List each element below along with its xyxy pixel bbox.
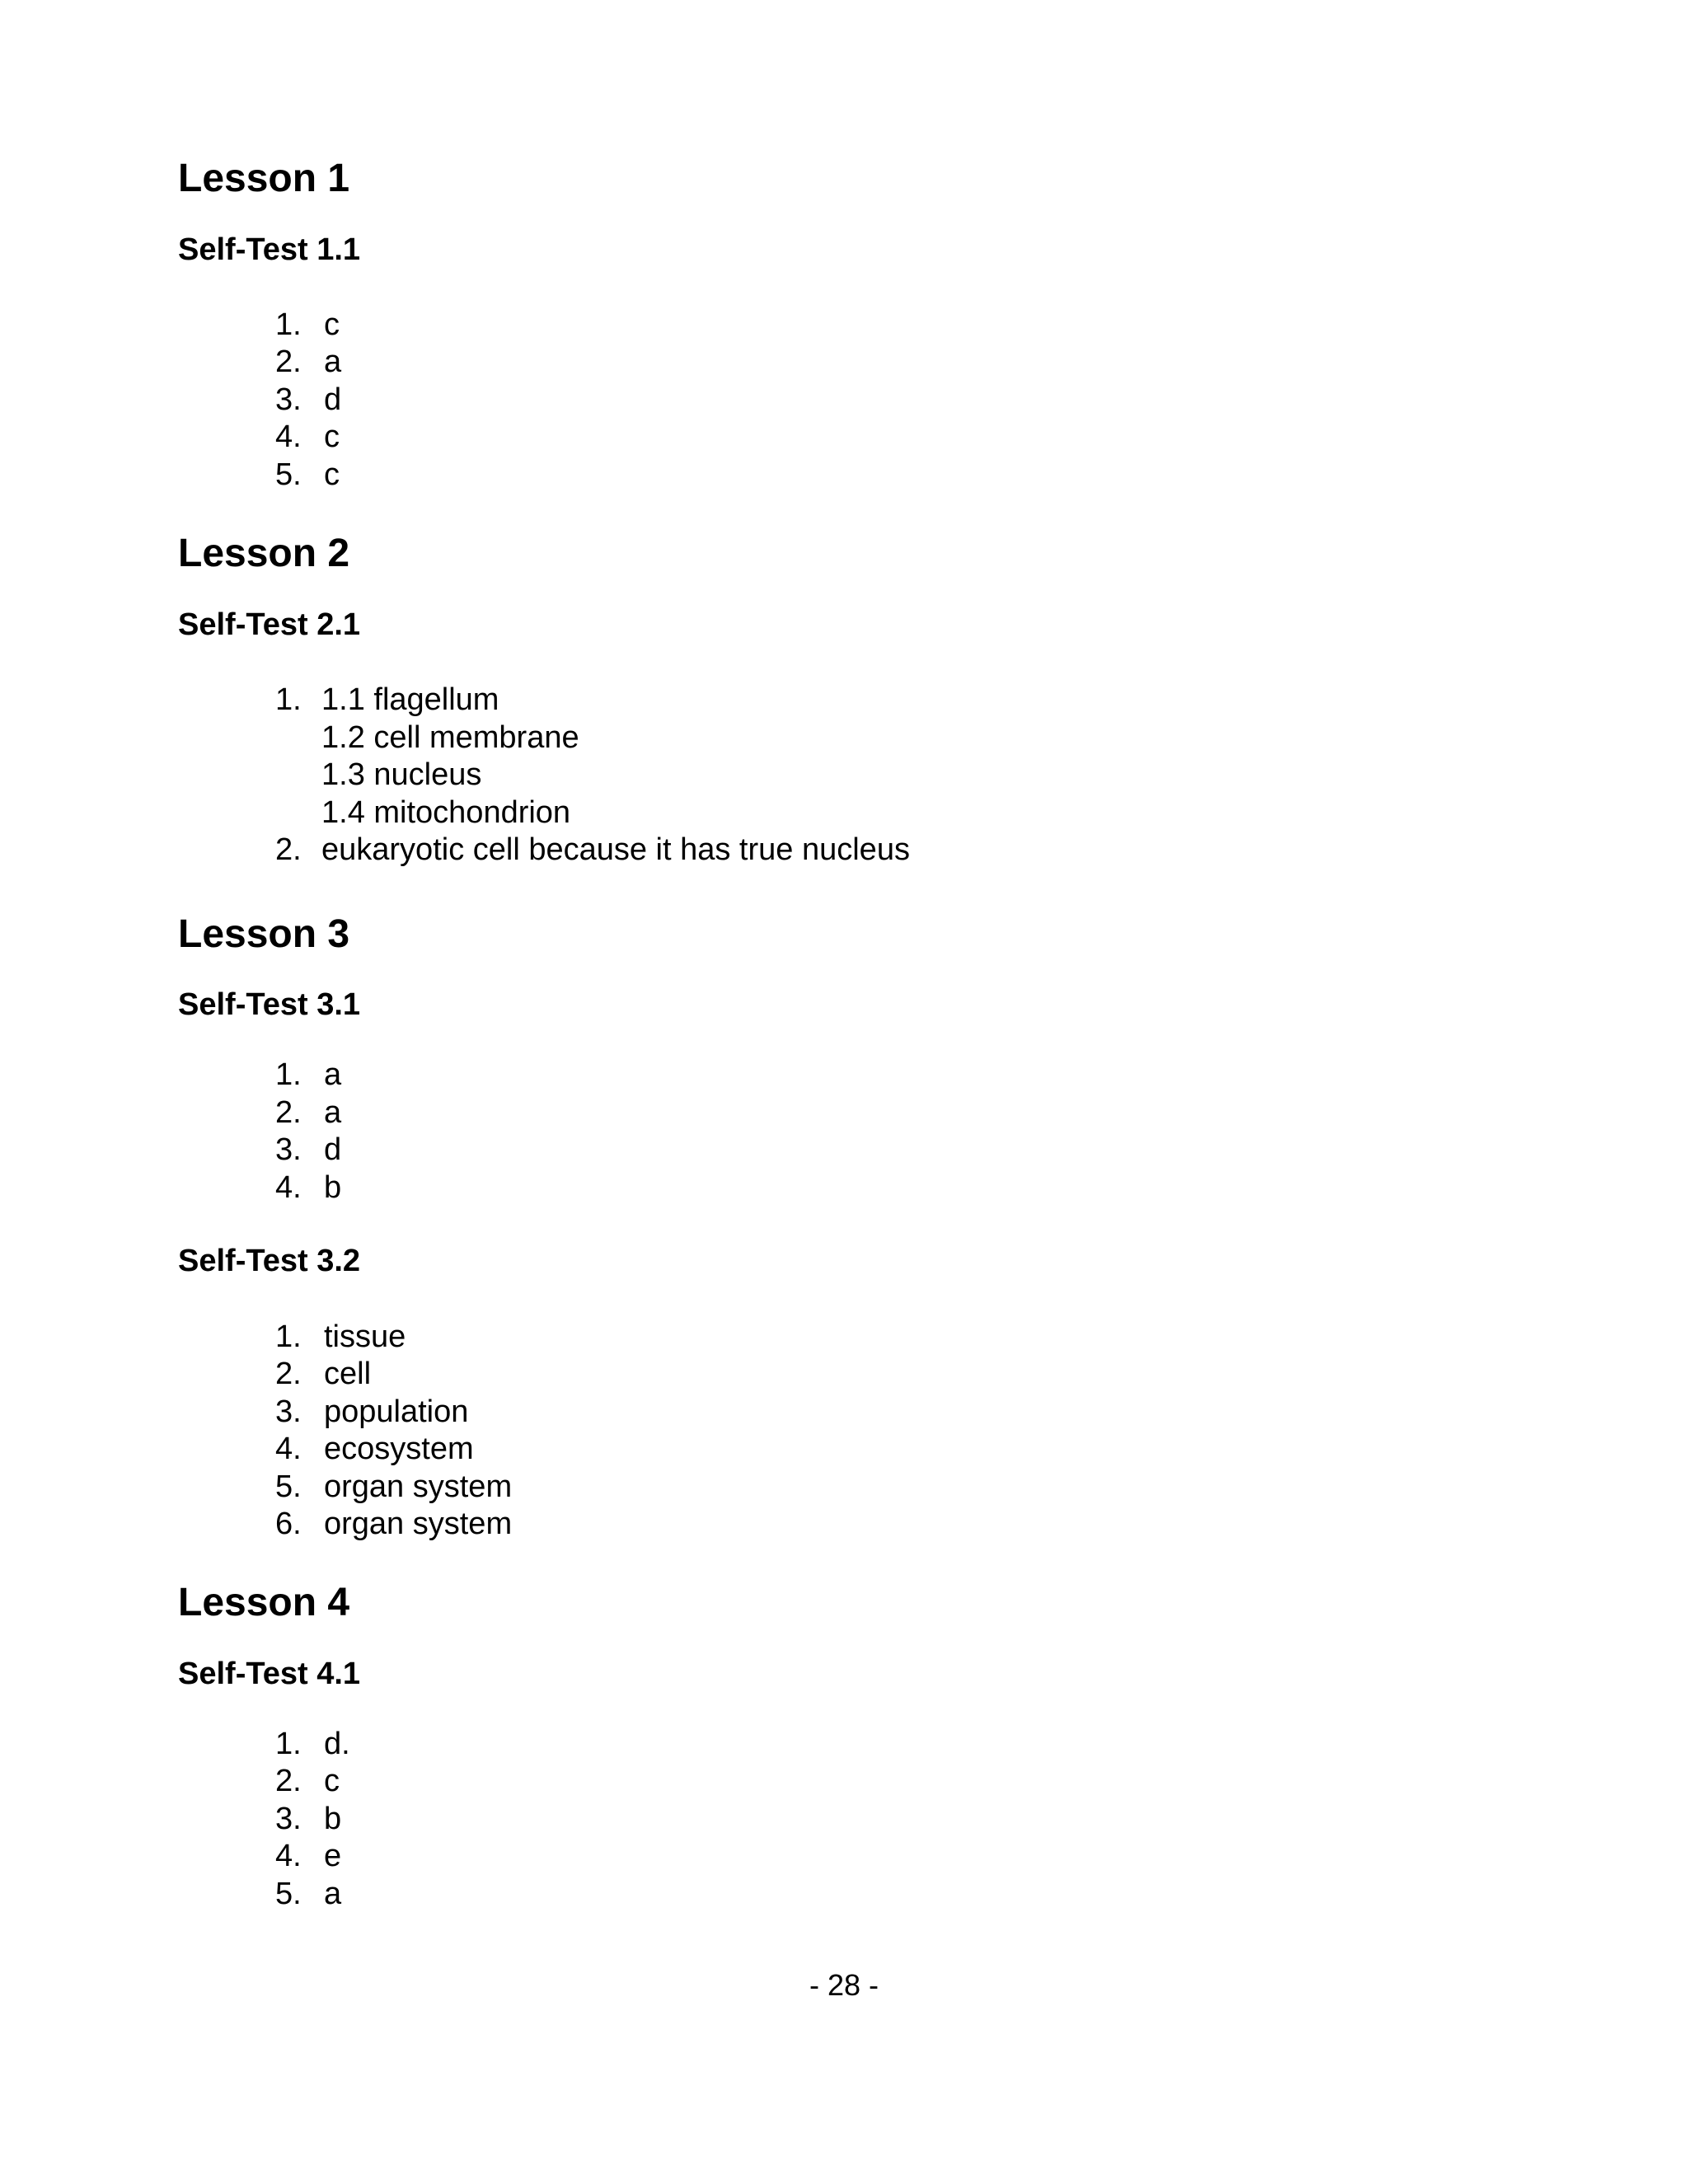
list-item-number: 1. xyxy=(275,682,302,717)
list-item-number: 2. xyxy=(275,344,302,379)
list-item-answer: population xyxy=(324,1394,469,1429)
list-item-answer: a xyxy=(324,1877,342,1911)
list-item-answer: d. xyxy=(324,1727,350,1761)
list-item-number: 4. xyxy=(275,1432,302,1466)
list-item-answer: 1.1 flagellum xyxy=(321,682,499,717)
lesson-heading: Lesson 1 xyxy=(178,157,350,200)
list-item-number: 5. xyxy=(275,1469,302,1504)
list-item-number: 4. xyxy=(275,1839,302,1873)
self-test-heading: Self-Test 3.2 xyxy=(178,1244,361,1278)
list-item-answer: d xyxy=(324,382,342,417)
list-item-answer: organ system xyxy=(324,1507,513,1541)
list-item-number: 1. xyxy=(275,1057,302,1092)
list-item-subanswer: 1.3 nucleus xyxy=(321,757,482,792)
list-item-number: 2. xyxy=(275,1764,302,1798)
lesson-heading: Lesson 3 xyxy=(178,912,350,956)
list-item-number: 5. xyxy=(275,1877,302,1911)
self-test-heading: Self-Test 2.1 xyxy=(178,607,361,642)
list-item-number: 1. xyxy=(275,1319,302,1354)
list-item-answer: tissue xyxy=(324,1319,406,1354)
list-item-answer: c xyxy=(324,307,340,342)
list-item-number: 5. xyxy=(275,457,302,492)
list-item-number: 4. xyxy=(275,419,302,454)
list-item-number: 3. xyxy=(275,1394,302,1429)
list-item-answer: organ system xyxy=(324,1469,513,1504)
list-item-subanswer: 1.4 mitochondrion xyxy=(321,795,571,830)
list-item-answer: cell xyxy=(324,1357,372,1391)
list-item-number: 1. xyxy=(275,307,302,342)
list-item-answer: a xyxy=(324,1057,342,1092)
list-item-subanswer: 1.2 cell membrane xyxy=(321,720,579,755)
list-item-answer: ecosystem xyxy=(324,1432,474,1466)
list-item-number: 6. xyxy=(275,1507,302,1541)
list-item-number: 4. xyxy=(275,1170,302,1205)
page-number: - 28 - xyxy=(809,1968,879,2002)
self-test-heading: Self-Test 3.1 xyxy=(178,987,361,1022)
list-item-number: 1. xyxy=(275,1727,302,1761)
list-item-answer: c xyxy=(324,457,340,492)
list-item-answer: eukaryotic cell because it has true nucleus xyxy=(321,832,910,867)
list-item-number: 2. xyxy=(275,1357,302,1391)
list-item-answer: b xyxy=(324,1802,342,1836)
lesson-heading: Lesson 4 xyxy=(178,1581,350,1624)
list-item-answer: a xyxy=(324,1095,342,1130)
list-item-answer: b xyxy=(324,1170,342,1205)
list-item-answer: c xyxy=(324,1764,340,1798)
self-test-heading: Self-Test 1.1 xyxy=(178,232,361,267)
list-item-answer: c xyxy=(324,419,340,454)
list-item-answer: a xyxy=(324,344,342,379)
list-item-number: 2. xyxy=(275,832,302,867)
list-item-number: 3. xyxy=(275,1132,302,1167)
list-item-number: 3. xyxy=(275,1802,302,1836)
lesson-heading: Lesson 2 xyxy=(178,532,350,575)
list-item-number: 3. xyxy=(275,382,302,417)
list-item-number: 2. xyxy=(275,1095,302,1130)
self-test-heading: Self-Test 4.1 xyxy=(178,1657,361,1691)
list-item-answer: d xyxy=(324,1132,342,1167)
list-item-answer: e xyxy=(324,1839,342,1873)
